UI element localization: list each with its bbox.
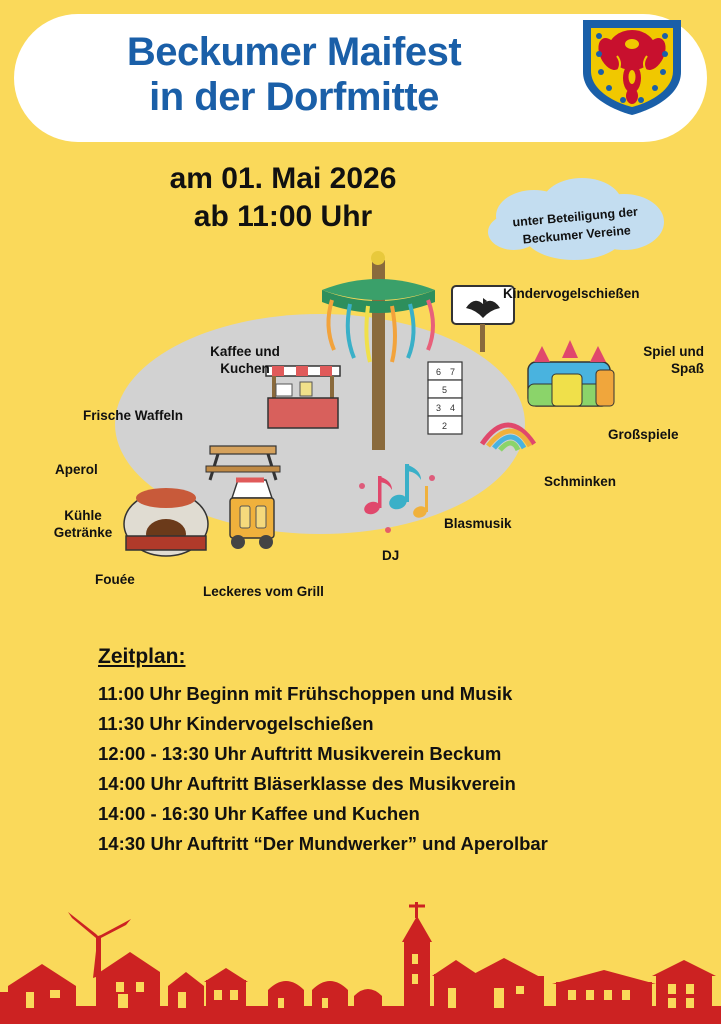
svg-text:5: 5 xyxy=(442,385,448,395)
map-label-frische-waffeln: Frische Waffeln xyxy=(83,408,184,423)
map-label-kaffee-und-kuchen xyxy=(198,344,292,378)
map-label-aperol: Aperol xyxy=(55,462,98,477)
map-label-grossspiele: Großspiele xyxy=(608,427,679,442)
schedule-item: 11:30 Uhr Kindervogelschießen xyxy=(98,712,374,734)
kuehle-line-1: Kühle xyxy=(64,508,102,523)
svg-text:2: 2 xyxy=(442,421,448,431)
map-label-blasmusik: Blasmusik xyxy=(444,516,512,531)
title-line-1: Beckumer Maifest xyxy=(126,30,462,74)
schedule-item: 12:00 - 13:30 Uhr Auftritt Musikverein Beckum xyxy=(98,742,502,764)
map-label-schminken: Schminken xyxy=(544,474,617,489)
map-label-grill: Leckeres vom Grill xyxy=(203,584,324,599)
kuehle-line-2: Getränke xyxy=(53,524,113,540)
schedule-item: 14:30 Uhr Auftritt “Der Mundwerker” und Aperolbar xyxy=(98,832,548,854)
bouncy-castle-icon xyxy=(528,340,614,406)
map-label-spiel-und-spass xyxy=(612,344,704,378)
kaffee-line-2: Kuchen xyxy=(220,360,270,376)
svg-text:7: 7 xyxy=(450,367,456,377)
schedule-item: 14:00 - 16:30 Uhr Kaffee und Kuchen xyxy=(98,802,420,824)
spiel-line-2: Spaß xyxy=(670,360,704,376)
hopscotch-icon xyxy=(428,362,462,434)
svg-text:6: 6 xyxy=(436,367,442,377)
crest-icon xyxy=(579,14,685,118)
title-line-2: in der Dorfmitte xyxy=(149,74,439,119)
cloud-line-1: unter Beteiligung der xyxy=(511,204,639,230)
cloud-line-2: Beckumer Vereine xyxy=(522,223,632,247)
spiel-line-1: Spiel und xyxy=(643,344,704,359)
schedule-title: Zeitplan: xyxy=(98,645,186,668)
schedule-section xyxy=(98,645,658,859)
kaffee-line-1: Kaffee und xyxy=(210,344,280,359)
date-line-2: ab 11:00 Uhr xyxy=(193,199,373,233)
map-label-dj: DJ xyxy=(382,548,400,563)
date-line-1: am 01. Mai 2026 xyxy=(169,162,397,195)
schedule-item: 11:00 Uhr Beginn mit Frühschoppen und Musik xyxy=(98,683,513,704)
festival-map xyxy=(0,250,721,610)
svg-text:3: 3 xyxy=(436,403,442,413)
drink-cart-icon xyxy=(230,480,274,549)
event-date xyxy=(118,160,448,235)
schedule-item: 14:00 Uhr Auftritt Bläserklasse des Musikverein xyxy=(98,772,516,794)
map-label-kuehle-getraenke xyxy=(46,508,120,542)
map-label-kindervogelschiessen: Kindervogelschießen xyxy=(503,286,640,301)
page-title xyxy=(54,30,534,120)
oven-icon xyxy=(124,488,208,556)
village-skyline xyxy=(0,894,721,1024)
map-label-fouee: Fouée xyxy=(95,572,135,587)
svg-text:4: 4 xyxy=(450,403,456,413)
